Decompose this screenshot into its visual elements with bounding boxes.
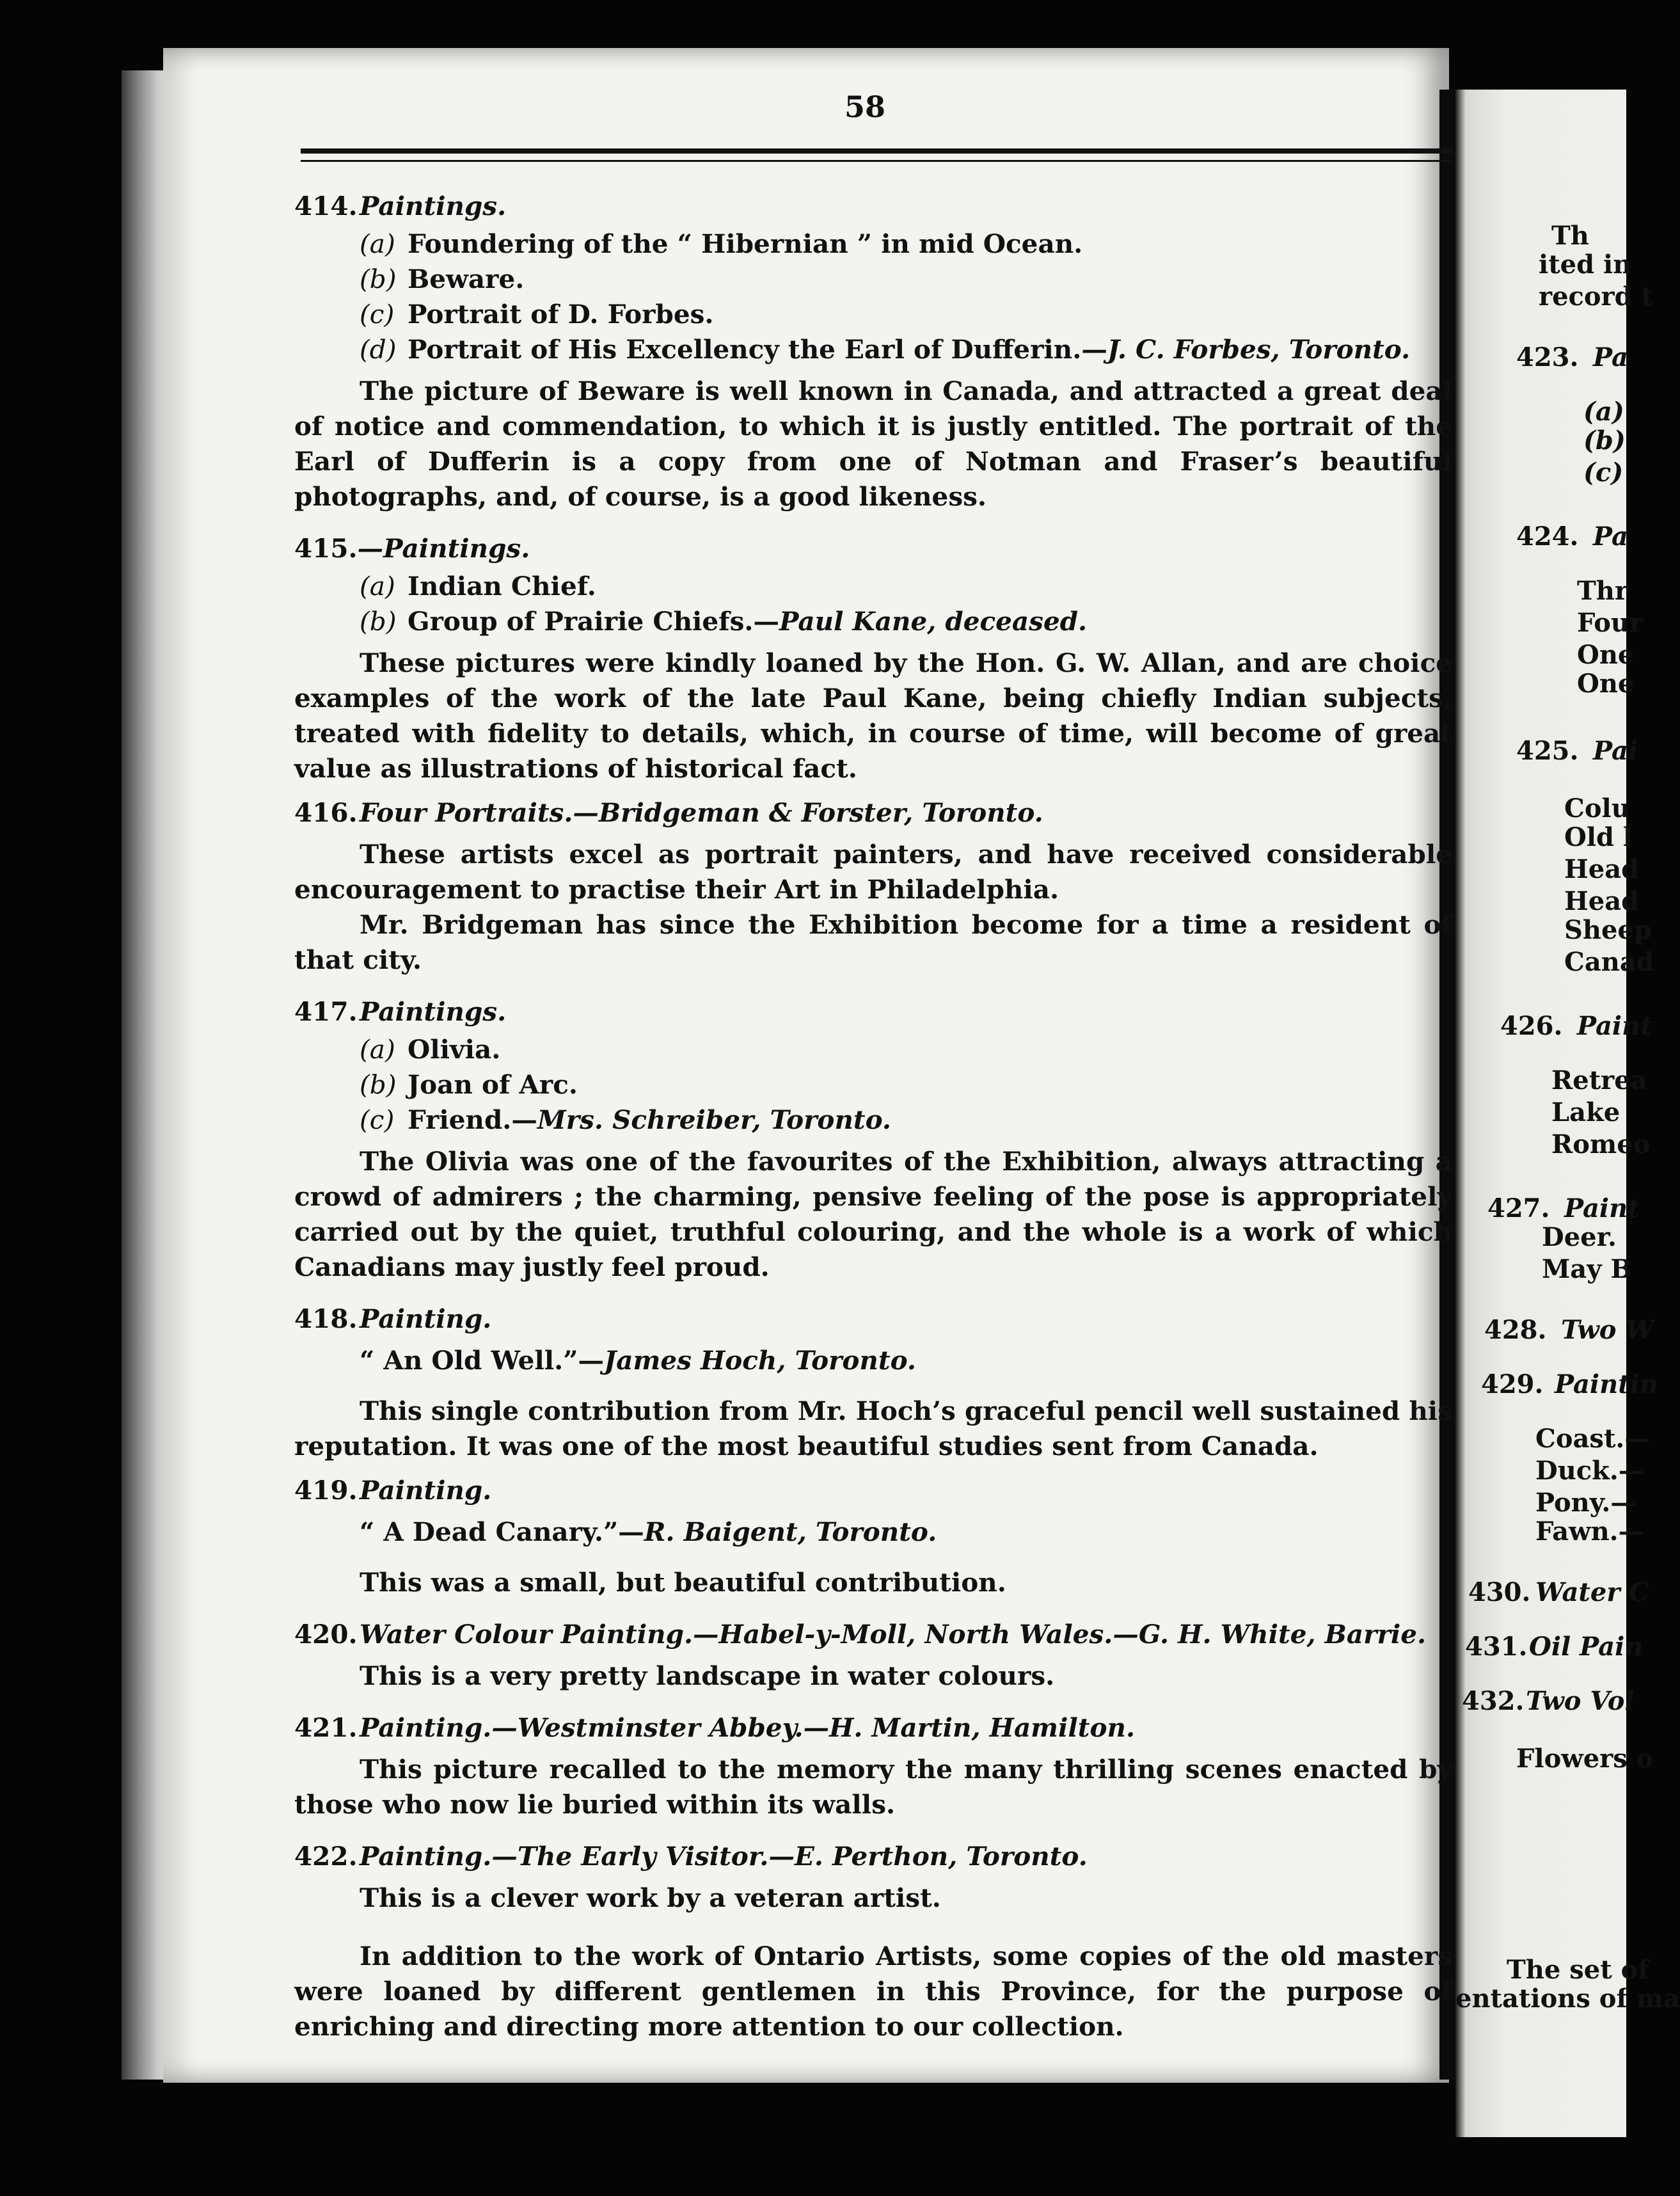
facing-fragment: Two Vol <box>1526 1686 1635 1716</box>
facing-fragment: Oil Pain <box>1529 1632 1644 1662</box>
entry-paragraph: These pictures were kindly loaned by the Hon. G. W. Allan, and are choice examples of the work of the late Paul Kane, being chiefly Indian subjects, treated with fidelity to details, which, in course of time, will become of great value as illustrations of historical fact. <box>294 648 1452 784</box>
facing-fragment: record t <box>1539 282 1654 312</box>
list-item: (c) Portrait of D. Forbes. <box>360 299 714 330</box>
facing-fragment: Water C <box>1535 1577 1650 1607</box>
facing-fragment: Paint <box>1564 1193 1640 1223</box>
list-item: (b) Group of Prairie Chiefs.—Paul Kane, deceased. <box>360 606 1088 637</box>
facing-fragment: Colu <box>1564 793 1630 824</box>
item-list <box>360 569 1452 639</box>
entry-heading: 416.Four Portraits.—Bridgeman & Forster, Toronto. <box>294 797 1043 828</box>
facing-fragment: One <box>1577 669 1635 699</box>
entry-quote: “ An Old Well.”—James Hoch, Toronto. <box>360 1345 916 1376</box>
facing-fragment: (a) <box>1583 397 1624 427</box>
entry-416 <box>294 795 1452 978</box>
facing-fragment: Retrea <box>1551 1065 1647 1095</box>
facing-fragment: Sheep <box>1564 915 1652 945</box>
facing-page <box>1455 90 1680 2137</box>
facing-fragment: 432. <box>1462 1686 1525 1716</box>
list-item: (a) Indian Chief. <box>360 571 596 601</box>
facing-fragment: Duck.— <box>1535 1456 1644 1486</box>
item-list <box>360 227 1452 367</box>
facing-fragment: May B <box>1542 1254 1633 1284</box>
facing-fragment: Head <box>1564 854 1640 884</box>
header-rule-thin <box>301 160 1452 162</box>
entry-paragraph: Mr. Bridgeman has since the Exhibition become for a time a resident of that city. <box>294 909 1452 975</box>
entry-421 <box>294 1710 1452 1822</box>
facing-fragment: 428. <box>1484 1315 1547 1345</box>
facing-fragment: ited in <box>1539 250 1632 280</box>
facing-fragment: Canad <box>1564 947 1654 977</box>
facing-fragment: Paint <box>1577 1011 1652 1041</box>
facing-fragment: Coast.— <box>1535 1424 1651 1454</box>
entry-415 <box>294 531 1452 786</box>
facing-fragment: entations of ma <box>1455 1984 1680 2014</box>
facing-fragment: 426. <box>1500 1011 1563 1041</box>
list-item: (d) Portrait of His Excellency the Earl of Dufferin.—J. C. Forbes, Toronto. <box>360 334 1411 365</box>
facing-fragment: Two W <box>1561 1315 1654 1345</box>
facing-fragment: Lake <box>1551 1097 1621 1127</box>
entry-paragraph: This is a clever work by a veteran artist. <box>360 1882 941 1913</box>
entry-quote: “ A Dead Canary.”—R. Baigent, Toronto. <box>360 1516 937 1547</box>
list-item: (b) Beware. <box>360 264 525 294</box>
facing-fragment: 424. <box>1516 521 1579 552</box>
item-list <box>360 1032 1452 1138</box>
entry-420 <box>294 1617 1452 1694</box>
entry-paragraph: The Olivia was one of the favourites of the Exhibition, always attracting a crowd of admirers ; the charming, pensive feeling of the pose is appropriately carried out by the quiet, truthful colouring, and the whole is a work of which Canadians may justly feel proud. <box>294 1146 1452 1282</box>
entry-heading: 419.Painting. <box>294 1475 492 1506</box>
facing-fragment: 429. <box>1481 1369 1544 1399</box>
entry-paragraph: This single contribution from Mr. Hoch’s graceful pencil well sustained his reputation. It was one of the most beautiful studies sent from Canada. <box>294 1396 1452 1461</box>
entry-heading: 415.—Paintings. <box>294 533 530 564</box>
facing-fragment: Flowers o <box>1516 1744 1654 1774</box>
entry-422 <box>294 1839 1452 1916</box>
list-item: (a) Olivia. <box>360 1034 501 1065</box>
entry-heading: 418.Painting. <box>294 1303 492 1334</box>
header-rule-thick <box>301 148 1452 154</box>
facing-fragment: Pa <box>1593 342 1628 372</box>
facing-fragment: One <box>1577 640 1635 670</box>
entry-heading: 421.Painting.—Westminster Abbey.—H. Martin, Hamilton. <box>294 1712 1136 1743</box>
facing-fragment: Deer. <box>1542 1222 1617 1252</box>
facing-fragment: Romeo <box>1551 1129 1651 1159</box>
entry-paragraph: This was a small, but beautiful contribution. <box>360 1567 1006 1598</box>
facing-fragment: Four <box>1577 608 1644 638</box>
entry-heading: 414.Paintings. <box>294 191 507 221</box>
facing-fragment: 430. <box>1468 1577 1531 1607</box>
facing-fragment: (c) <box>1583 458 1624 488</box>
facing-fragment: (b) <box>1583 426 1626 456</box>
page-content <box>294 189 1452 2044</box>
entry-paragraph: These artists excel as portrait painters, and have received considerable encouragement to practise their Art in Philadelphia. <box>294 839 1452 905</box>
facing-fragment: Fawn.— <box>1535 1516 1644 1547</box>
facing-fragment: Pa <box>1593 521 1628 552</box>
entry-heading: 417.Paintings. <box>294 996 507 1027</box>
entry-paragraph: This is a very pretty landscape in water colours. <box>360 1660 1055 1691</box>
entry-heading: 422.Painting.—The Early Visitor.—E. Perthon, Toronto. <box>294 1841 1088 1872</box>
page-number: 58 <box>844 90 886 124</box>
facing-fragment: Pony.— <box>1535 1488 1636 1518</box>
facing-fragment: 423. <box>1516 342 1579 372</box>
facing-fragment: Th <box>1551 221 1589 251</box>
entry-417 <box>294 994 1452 1285</box>
entry-418 <box>294 1301 1452 1464</box>
facing-fragment: The set of <box>1507 1955 1649 1985</box>
list-item: (a) Foundering of the “ Hibernian ” in mid Ocean. <box>360 228 1083 259</box>
closing-paragraph: In addition to the work of Ontario Artists, some copies of the old masters were loaned by different gentlemen in this Province, for the purpose of enriching and directing more attention to our collection. <box>294 1941 1452 2042</box>
facing-fragment: Old l <box>1564 822 1633 852</box>
entry-414 <box>294 189 1452 514</box>
list-item: (c) Friend.—Mrs. Schreiber, Toronto. <box>360 1104 892 1135</box>
entry-paragraph: The picture of Beware is well known in Canada, and attracted a great deal of notice and commendation, to which it is justly entitled. The portrait of the Earl of Dufferin is a copy from one of Notman and Fraser’s beautiful photographs, and, of course, is a good likeness. <box>294 376 1452 512</box>
facing-fragment: 427. <box>1487 1193 1550 1223</box>
facing-fragment: Thr <box>1577 576 1628 606</box>
entry-heading: 420.Water Colour Painting.—Habel-y-Moll, North Wales.—G. H. White, Barrie. <box>294 1619 1427 1650</box>
facing-fragment: Pai <box>1593 736 1638 766</box>
entry-419 <box>294 1473 1452 1600</box>
facing-fragment: Paintin <box>1555 1369 1658 1399</box>
list-item: (b) Joan of Arc. <box>360 1069 578 1100</box>
facing-fragment: 431. <box>1465 1632 1528 1662</box>
facing-fragment: Head <box>1564 886 1640 916</box>
facing-fragment: 425. <box>1516 736 1579 766</box>
entry-paragraph: This picture recalled to the memory the many thrilling scenes enacted by those who now lie buried within its walls. <box>294 1754 1452 1820</box>
